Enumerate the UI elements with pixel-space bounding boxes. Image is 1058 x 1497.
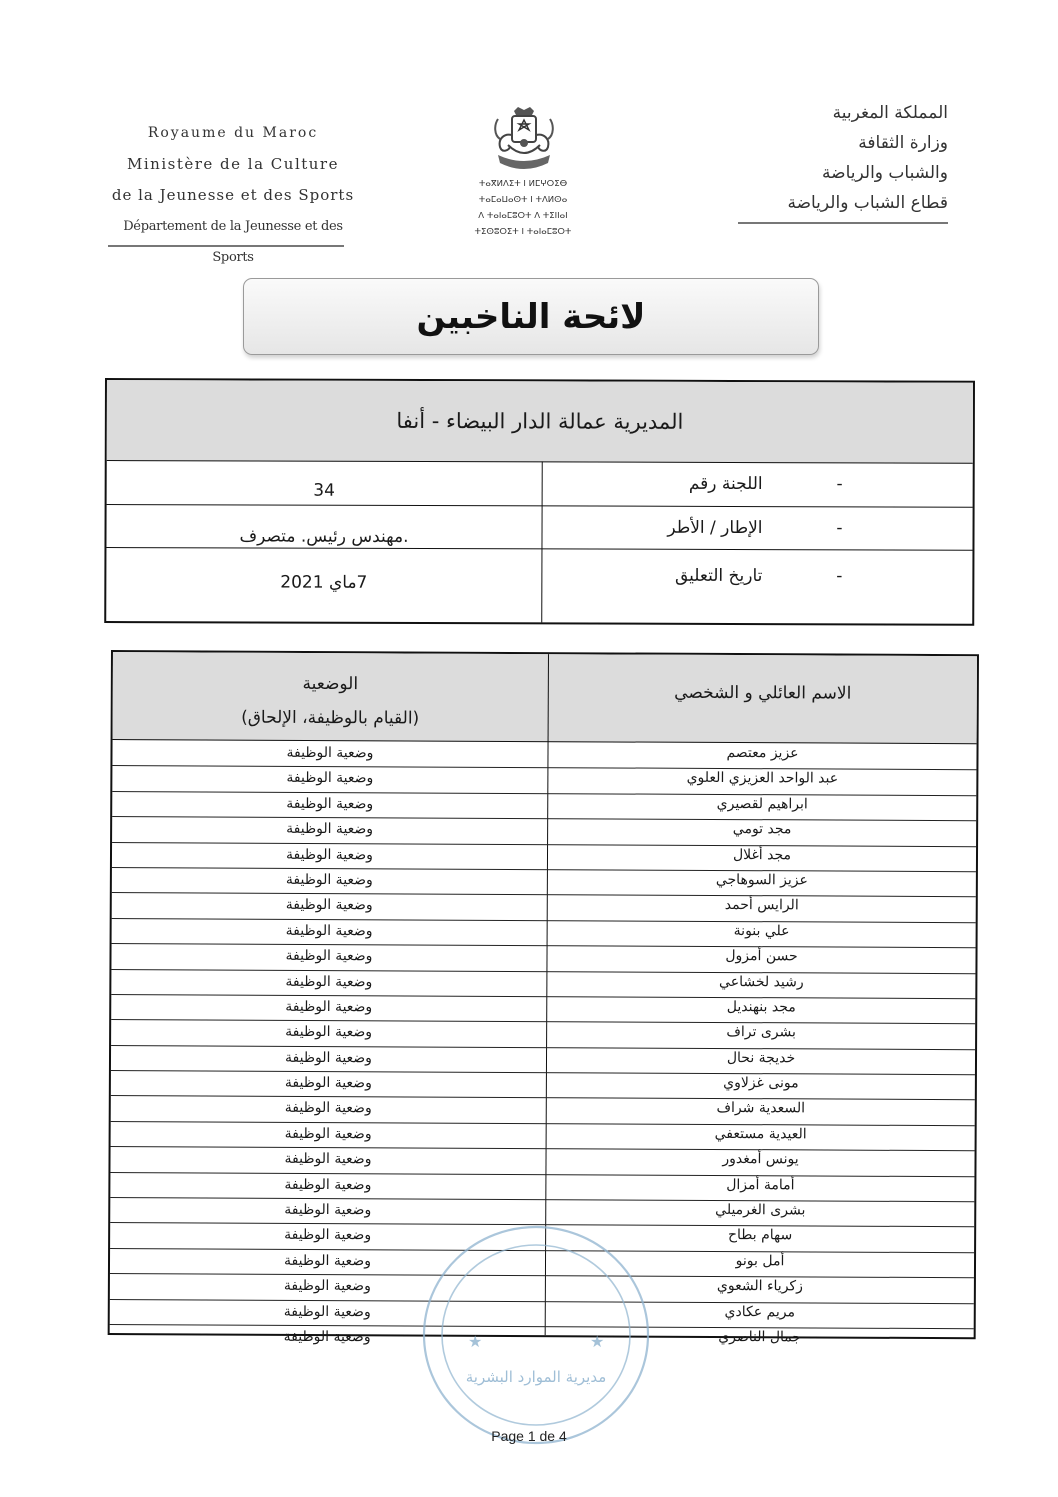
name-cell: سهام بطاح (727, 1227, 793, 1244)
status-cell: وضعية الوظيفة (285, 1024, 373, 1041)
name-cell: خديجة نحال (726, 1049, 796, 1067)
document-title: لائحة الناخبين (416, 296, 646, 337)
letterhead-fr-line: Département de la Jeunesse et des Sports (123, 219, 343, 265)
letterhead-underline (738, 222, 948, 224)
status-cell: وضعية الوظيفة (286, 770, 374, 787)
letterhead-fr-line: Royaume du Maroc (147, 125, 319, 141)
name-cell: رشيد لخشاعي (719, 973, 804, 990)
letterhead-ar-line: وزارة الثقافة (858, 133, 948, 153)
status-cell: وضعية الوظيفة (285, 973, 373, 990)
page-number: Page 1 de 4 (491, 1428, 567, 1444)
info-dash: - (836, 566, 843, 587)
letterhead-tifinagh (448, 176, 598, 240)
name-cell: العيدية مستعفي (714, 1125, 807, 1143)
info-dash: - (836, 474, 843, 495)
letterhead-tif-line: ⴷ ⵜⴰⵏⴰⵎⵓⵔⵜ ⴷ ⵜⵉⵏⵏⴰⵏ (478, 211, 568, 221)
info-table-header (107, 380, 973, 464)
svg-text:★: ★ (590, 1332, 605, 1351)
status-cell: وضعية الوظيفة (286, 821, 374, 838)
letterhead-arabic (720, 98, 948, 218)
letterhead-fr-line: de la Jeunesse et des Sports (111, 186, 355, 204)
info-value-grade: .مهندس رئيس. متصرف (239, 526, 409, 547)
name-cell: مريم عكادي (724, 1303, 796, 1320)
status-cell: وضعية الوظيفة (284, 1100, 372, 1117)
name-cell: مجد أغلال (732, 846, 792, 863)
status-cell: وضعية الوظيفة (284, 1201, 372, 1219)
name-cell: أمل بونو (735, 1252, 785, 1270)
name-cell: عبد الواحد العزيزي العلوي (686, 770, 839, 787)
name-cell: مجد بنهنديل (726, 998, 796, 1016)
column-header-status (113, 666, 548, 736)
name-cell: جمال الناصري (718, 1328, 802, 1346)
status-cell: وضعية الوظيفة (286, 744, 374, 762)
svg-text:★: ★ (468, 1332, 483, 1351)
info-table (104, 378, 975, 626)
stamp-text: مديرية الموارد البشرية (465, 1368, 607, 1386)
name-cell: بشرى الغرميلي (715, 1201, 806, 1219)
status-cell: وضعية الوظيفة (283, 1328, 371, 1346)
letterhead-tif-line: ⵜⵉⵙⵓⵔⵉⵜ ⵏ ⵜⴰⵏⴰⵎⵓⵔⵜ (474, 227, 572, 237)
name-cell: مونى غزلاوي (723, 1075, 799, 1092)
status-cell: وضعية الوظيفة (285, 998, 373, 1016)
info-dash: - (836, 518, 843, 539)
status-header-line: (القيام بالوظيفة، الإلحاق) (241, 707, 420, 729)
status-cell: وضعية الوظيفة (284, 1227, 372, 1244)
document-title-box (243, 278, 819, 355)
info-label: اللجنة رقم (688, 473, 763, 495)
info-row-committee (543, 473, 973, 495)
status-cell: وضعية الوظيفة (284, 1176, 372, 1193)
name-cell: السعدية شراف (716, 1100, 806, 1117)
name-cell: أمامة أمزال (726, 1176, 795, 1193)
name-cell: بشرى تراف (726, 1024, 796, 1041)
letterhead-french (108, 118, 358, 273)
status-cell: وضعية الوظيفة (283, 1303, 371, 1320)
status-cell: وضعية الوظيفة (284, 1252, 372, 1270)
name-cell: الرايس أحمد (724, 897, 799, 914)
name-cell: عزيز السوهاجي (715, 871, 808, 889)
letterhead-underline (108, 245, 344, 247)
status-cell: وضعية الوظيفة (285, 1049, 373, 1066)
column-header-name: الاسم العائلي و الشخصي (674, 682, 852, 704)
status-cell: وضعية الوظيفة (284, 1125, 372, 1143)
status-cell: وضعية الوظيفة (285, 922, 373, 940)
status-cell: وضعية الوظيفة (283, 1278, 371, 1295)
status-header-line: الوضعية (302, 673, 359, 695)
status-cell: وضعية الوظيفة (284, 1151, 372, 1168)
letterhead-ar-line: قطاع الشباب والرياضة (787, 193, 948, 213)
status-cell: وضعية الوظيفة (286, 795, 374, 813)
letterhead-tif-line: ⵜⴰⴳⵍⴷⵉⵜ ⵏ ⵍⵎⵖⵔⵉⴱ (478, 179, 568, 189)
info-value-posting-date: 7ماي 2021 (280, 572, 368, 593)
letterhead-fr-line: Ministère de la Culture (127, 155, 339, 173)
directorate-name: المديرية عمالة الدار البيضاء - أنفا (396, 408, 684, 434)
coat-of-arms-emblem (488, 105, 560, 180)
name-cell: ابراهيم لقصيري (716, 795, 808, 813)
voters-table-header (113, 652, 977, 744)
info-label: الإطار / الأطر (667, 517, 763, 539)
letterhead-ar-line: المملكة المغربية (832, 103, 948, 123)
status-cell: وضعية الوظيفة (285, 897, 373, 914)
info-label: تاريخ التعليق (674, 565, 763, 587)
info-row-divider (107, 504, 973, 508)
table-row (110, 1325, 974, 1354)
info-row-posting-date (542, 565, 972, 587)
name-cell: يونس أمغدور (722, 1151, 799, 1168)
status-cell: وضعية الوظيفة (285, 947, 373, 965)
voters-table (108, 650, 979, 1346)
letterhead-ar-line: والشباب والرياضة (822, 163, 948, 183)
status-cell: وضعية الوظيفة (284, 1074, 372, 1092)
name-cell: زكرياء الشعوي (716, 1278, 803, 1295)
name-cell: حسن أمزول (725, 948, 798, 965)
name-cell: علي بنونة (733, 922, 790, 940)
info-row-grade (543, 517, 973, 539)
voters-rows (110, 741, 977, 1354)
status-cell: وضعية الوظيفة (285, 846, 374, 863)
info-row-divider (106, 547, 972, 551)
info-value-committee: 34 (313, 480, 335, 501)
name-cell: مجد تومي (732, 821, 792, 838)
name-cell: عزيز معتصم (726, 745, 799, 762)
status-cell: وضعية الوظيفة (285, 871, 373, 889)
letterhead-tif-line: ⵜⴰⵎⴰⵡⴰⵙⵜ ⵏ ⵜⴷⵍⵙⴰ (478, 195, 568, 205)
